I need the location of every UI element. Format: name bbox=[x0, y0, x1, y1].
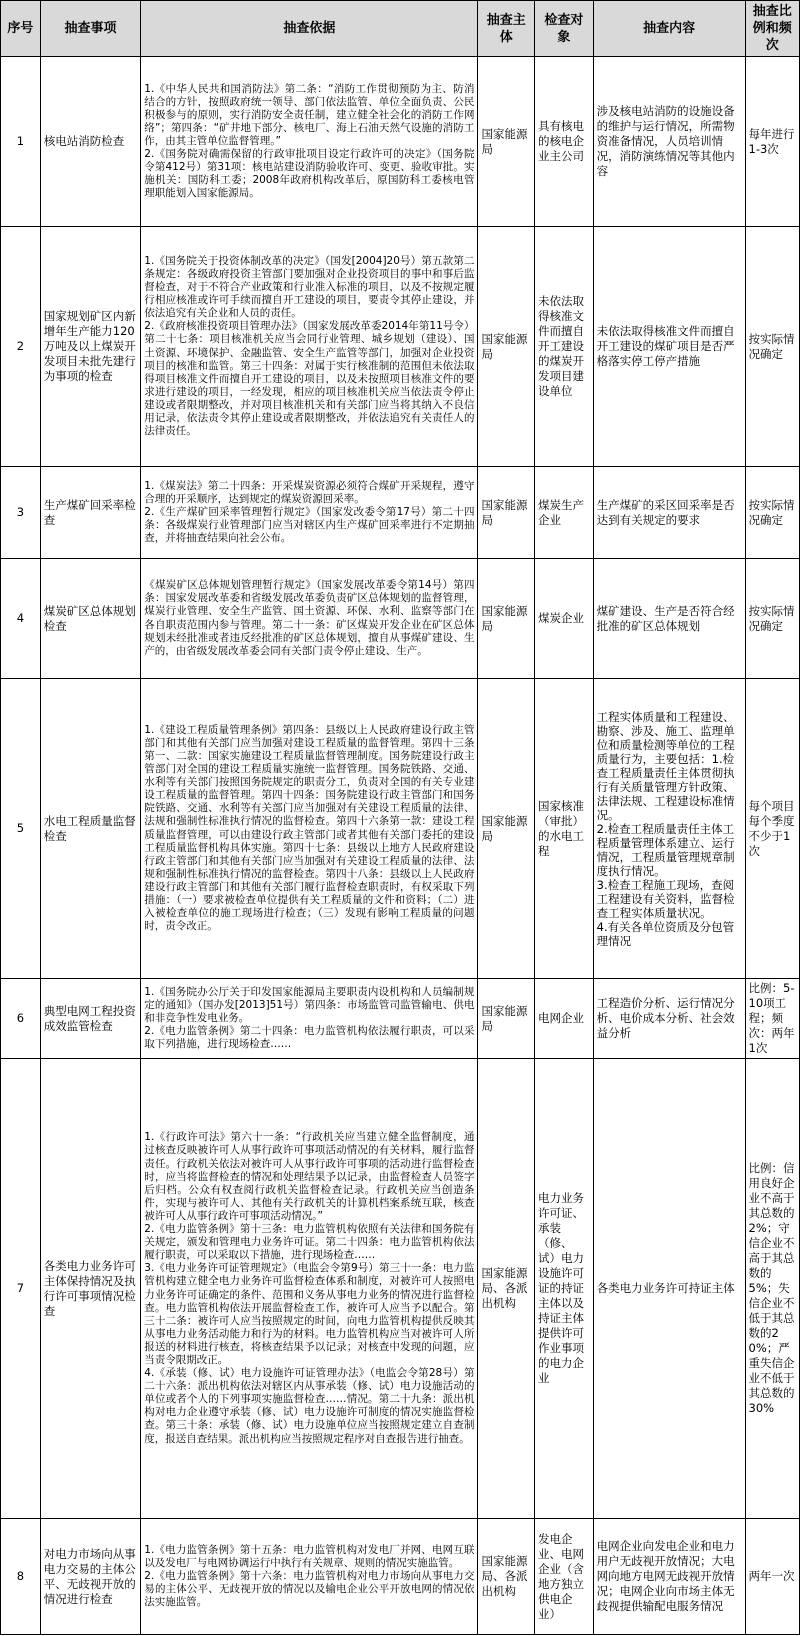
row-no: 5 bbox=[1, 679, 41, 979]
table-row bbox=[1, 227, 800, 467]
row-item: 核电站消防检查 bbox=[40, 57, 141, 227]
row-no: 7 bbox=[1, 1059, 41, 1519]
row-freq: 按实际情况确定 bbox=[745, 467, 800, 559]
basis-paragraph: 2.《电力监管条例》第二十四条：电力监管机构依法履行职责，可以采取下列措施，进行现场检查…… bbox=[144, 1025, 475, 1051]
row-freq: 比例：信用良好企业不高于其总数的2%；守信企业不高于其总数的5%；失信企业不低于其总数的20%；严重失信企业不低于其总数的30% bbox=[745, 1059, 800, 1519]
row-basis bbox=[141, 227, 478, 467]
row-content: 生产煤矿的采区回采率是否达到有关规定的要求 bbox=[593, 467, 745, 559]
row-basis bbox=[141, 559, 478, 679]
row-item: 水电工程质量监督检查 bbox=[40, 679, 141, 979]
basis-paragraph: 1.《行政许可法》第六十一条：“行政机关应当建立健全监督制度，通过核查反映被许可人从事行政许可事项活动情况的有关材料，履行监督责任。行政机关依法对被许可人从事行政许可事项的活动进行监督检查时，应当将监督检查的情况和处理结果予以记录，由监督检查人员签字后归档。公众有权查阅行政机关监督检查记录。行政机关应当创造条件，实现与被许可人、其他有关行政机关的计算机档案系统互联，核查被许可人从事行政许可事项活动情况。” bbox=[144, 1131, 475, 1222]
row-subject: 国家能源局 bbox=[478, 979, 535, 1059]
row-freq: 按实际情况确定 bbox=[745, 559, 800, 679]
table-row bbox=[1, 467, 800, 559]
row-basis bbox=[141, 1059, 478, 1519]
basis-paragraph: 2.《电力监管条例》第十六条：电力监管机构对电力市场向从事电力交易的主体公平、无歧视开放的情况以及输电企业公平开放电网的情况依法实施监管。 bbox=[144, 1569, 475, 1609]
content-paragraph: 2.检查工程质量责任主体工程质量管理体系建立、运行情况，工程质量管理规章制度执行情况。 bbox=[596, 821, 735, 878]
table-row bbox=[1, 559, 800, 679]
basis-paragraph: 1.《电力监管条例》第十五条：电力监管机构对发电厂并网、电网互联以及发电厂与电网协调运行中执行有关规章、规则的情况实施监管。 bbox=[144, 1543, 475, 1569]
row-subject: 国家能源局 bbox=[478, 679, 535, 979]
row-basis bbox=[141, 679, 478, 979]
basis-paragraph: 4.《承装（修、试）电力设施许可证管理办法》（电监会令第28号）第二十六条：派出机构依法对辖区内从事承装（修、试）电力设施活动的单位或者个人的下列事项实施监督检查……情况。第二十九条：派出机构对电力企业遵守承装（修、试）电力设施许可制度的情况实施监督检查。第三十条：承装（修、试）电力设施单位应当按照规定建立自查制度，报送自查结果。派出机构应当按照规定程序对自查报告进行抽查。 bbox=[144, 1367, 475, 1445]
row-item: 煤炭矿区总体规划检查 bbox=[40, 559, 141, 679]
row-no: 4 bbox=[1, 559, 41, 679]
header-target: 检查对象 bbox=[535, 1, 594, 57]
table-header-row bbox=[1, 1, 800, 57]
content-paragraph: 4.有关各单位资质及分包管理情况 bbox=[596, 919, 735, 948]
basis-paragraph: 1.《建设工程质量管理条例》第四条：县级以上人民政府建设行政主管部门和其他有关部门应当加强对建设工程质量的监督管理。第四十三条第一、二款：国家实施建设工程质量监督管理制度。国务院建设行政主管部门对全国的建设工程质量实施统一监督管理。国务院铁路、交通、水利等有关部门按照国务院规定的职责分工，负责对全国的有关专业建设工程质量的监督管理。第四十四条：国务院建设行政主管部门和国务院铁路、交通、水利等有关部门应当加强对有关建设工程质量的法律、法规和强制性标准执行情况的监督检查。第四十六条第一款：建设工程质量监督管理，可以由建设行政主管部门或者其他有关部门委托的建设工程质量监督机构具体实施。第四十七条：县级以上地方人民政府建设行政主管部门和其他有关部门应当加强对有关建设工程质量的法律、法规和强制性标准执行情况的监督检查。第四十八条：县级以上人民政府建设行政主管部门和其他有关部门履行监督检查职责时，有权采取下列措施：（一）要求被检查单位提供有关工程质量的文件和资料；（二）进入被检查单位的施工现场进行检查；（三）发现有影响工程质量的问题时，责令改正。 bbox=[144, 723, 475, 933]
row-content: 工程造价分析、运行情况分析、电价成本分析、社会效益分析 bbox=[593, 979, 745, 1059]
row-target: 国家核准（审批）的水电工程 bbox=[535, 679, 594, 979]
table-row bbox=[1, 57, 800, 227]
row-subject: 国家能源局 bbox=[478, 467, 535, 559]
row-subject: 国家能源局 bbox=[478, 227, 535, 467]
table-row bbox=[1, 1059, 800, 1519]
content-paragraph: 3.检查工程施工现场，查阅工程建设有关资料，监督检查工程实体质量状况。 bbox=[596, 877, 735, 920]
row-no: 2 bbox=[1, 227, 41, 467]
row-subject: 国家能源局 bbox=[478, 57, 535, 227]
basis-paragraph: 2.《生产煤矿回采率管理暂行规定》（国家发改委令第17号）第二十四条：各级煤炭行业管理部门应当对辖区内生产煤矿回采率进行不定期抽查，并将抽查结果向社会公布。 bbox=[144, 505, 475, 545]
row-freq: 每年进行1-3次 bbox=[745, 57, 800, 227]
basis-paragraph: 1.《中华人民共和国消防法》第二条：“消防工作贯彻预防为主、防消结合的方针，按照政府统一领导、部门依法监管、单位全面负责、公民积极参与的原则，实行消防安全责任制，建立健全社会化的消防工作网络”；第四条：“矿井地下部分、核电厂、海上石油天然气设施的消防工作，由其主管单位监督管理。” bbox=[144, 82, 475, 147]
row-target: 发电企业、电网企业（含地方独立供电企业） bbox=[535, 1519, 594, 1635]
row-no: 1 bbox=[1, 57, 41, 227]
row-content: 涉及核电站消防的设施设备的维护与运行情况，所需物资准备情况，人员培训情况，消防演练情况等其他内容 bbox=[593, 57, 745, 227]
row-freq: 两年一次 bbox=[745, 1519, 800, 1635]
row-no: 8 bbox=[1, 1519, 41, 1635]
table-row bbox=[1, 679, 800, 979]
row-freq: 每个项目每个季度不少于1次 bbox=[745, 679, 800, 979]
row-content: 电网企业向发电企业和电力用户无歧视开放情况；大电网向地方电网无歧视开放情况；电网企业向市场主体无歧视提供输配电服务情况 bbox=[593, 1519, 745, 1635]
row-target: 电力业务许可证、承装（修、试）电力设施许可证的持证主体以及持证主体提供许可作业事项的电力企业 bbox=[535, 1059, 594, 1519]
row-basis bbox=[141, 57, 478, 227]
header-freq: 抽查比例和频次 bbox=[745, 1, 800, 57]
basis-paragraph: 2.《电力监管条例》第十三条：电力监管机构依照有关法律和国务院有关规定，颁发和管理电力业务许可证。第二十四条：电力监管机构依法履行职责，可以采取以下措施，进行现场检查…… bbox=[144, 1223, 475, 1262]
basis-paragraph: 1.《国务院办公厅关于印发国家能源局主要职责内设机构和人员编制规定的通知》（国办发[2013]51号）第四条：市场监管司监管输电、供电和非竞争性发电业务。 bbox=[144, 985, 475, 1024]
basis-paragraph: 2.《国务院对确需保留的行政审批项目设定行政许可的决定》（国务院令第412号）第31项：核电站建设消防验收许可、变更、验收审批。实施机关：国防科工委；2008年政府机构改革后，原国防科工委核电管理职能划入国家能源局。 bbox=[144, 148, 475, 200]
row-content bbox=[593, 679, 745, 979]
row-subject: 国家能源局、各派出机构 bbox=[478, 1059, 535, 1519]
header-item: 抽查事项 bbox=[40, 1, 141, 57]
table-row bbox=[1, 1519, 800, 1635]
row-no: 3 bbox=[1, 467, 41, 559]
row-content: 未依法取得核准文件而擅自开工建设的煤矿项目是否严格落实停工停产措施 bbox=[593, 227, 745, 467]
row-basis bbox=[141, 467, 478, 559]
row-content: 各类电力业务许可持证主体 bbox=[593, 1059, 745, 1519]
basis-paragraph: 1.《国务院关于投资体制改革的决定》（国发[2004]20号）第五款第二条规定：各级政府投资主管部门要加强对企业投资项目的事中和事后监督检查，对于不符合产业政策和行业准入标准的项目，以及不按规定履行相应核准或许可手续而擅自开工建设的项目，要责令其停止建设，并依法追究有关企业和人员的责任。 bbox=[144, 254, 475, 320]
basis-paragraph: 2.《政府核准投资项目管理办法》（国家发展改革委2014年第11号令）第二十七条：项目核准机关应当会同行业管理、城乡规划（建设）、国土资源、环境保护、金融监管、安全生产监管等部门，加强对企业投资项目的核准和监管。第三十四条：对属于实行核准制的范围但未依法取得项目核准文件而擅自开工建设的项目，以及未按照项目核准文件的要求进行建设的项目，一经发现，相应的项目核准机关应当依法责令停止建设或者限期整改，并对项目核准机关和有关部门应当将其纳入不良信用记录，依法责令其停止建设或者限期整改，并依法追究有关责任人的法律责任。 bbox=[144, 320, 475, 438]
header-subject: 抽查主体 bbox=[478, 1, 535, 57]
header-content: 抽查内容 bbox=[593, 1, 745, 57]
row-item: 生产煤矿回采率检查 bbox=[40, 467, 141, 559]
row-item: 国家规划矿区内新增年生产能力120万吨及以上煤炭开发项目未批先建行为事项的检查 bbox=[40, 227, 141, 467]
row-freq: 比例：5-10项工程；频次：两年1次 bbox=[745, 979, 800, 1059]
row-target: 未依法取得核准文件而擅自开工建设的煤炭开发项目建设单位 bbox=[535, 227, 594, 467]
row-subject: 国家能源局 bbox=[478, 559, 535, 679]
row-item: 对电力市场向从事电力交易的主体公平、无歧视开放的情况进行检查 bbox=[40, 1519, 141, 1635]
row-item: 各类电力业务许可主体保持情况及执行许可事项情况检查 bbox=[40, 1059, 141, 1519]
row-target: 具有核电的核电企业主公司 bbox=[535, 57, 594, 227]
row-subject: 国家能源局、各派出机构 bbox=[478, 1519, 535, 1635]
row-target: 煤炭生产企业 bbox=[535, 467, 594, 559]
basis-paragraph: 1.《煤炭法》第二十四条：开采煤炭资源必须符合煤矿开采规程，遵守合理的开采顺序，达到规定的煤炭资源回采率。 bbox=[144, 479, 475, 505]
row-target: 电网企业 bbox=[535, 979, 594, 1059]
basis-paragraph: 3.《电力业务许可证管理规定》（电监会令第9号）第三十一条：电力监管机构建立健全电力业务许可监督检查体系和制度，对被许可人按照电力业务许可证确定的条件、范围和义务从事电力业务的情况进行监督检查。电力监管机构依法开展监督检查工作，被许可人应当予以配合。第三十二条：被许可人应当按照规定的时间，向电力监管机构提供反映其从事电力业务活动能力和行为的材料。电力监管机构应当对被许可人所报送的材料进行核查，将核查结果予以记录；对核查中发现的问题，应当责令限期改正。 bbox=[144, 1262, 475, 1366]
header-basis: 抽查依据 bbox=[141, 1, 478, 57]
row-basis bbox=[141, 979, 478, 1059]
row-item: 典型电网工程投资成效监管检查 bbox=[40, 979, 141, 1059]
content-paragraph: 工程实体质量和工程建设、勘察、涉及、施工、监理单位和质量检测等单位的工程质量行为，主要包括：1.检查工程质量责任主体贯彻执行有关质量管理方针政策、法律法规、工程建设标准情况。 bbox=[596, 709, 735, 822]
row-content: 煤矿建设、生产是否符合经批准的矿区总体规划 bbox=[593, 559, 745, 679]
header-no: 序号 bbox=[1, 1, 41, 57]
row-basis bbox=[141, 1519, 478, 1635]
row-target: 煤炭企业 bbox=[535, 559, 594, 679]
row-freq: 按实际情况确定 bbox=[745, 227, 800, 467]
table-row bbox=[1, 979, 800, 1059]
basis-paragraph: 《煤炭矿区总体规划管理暂行规定》（国家发展改革委令第14号）第四条：国家发展改革委和省级发展改革委负责矿区总体规划的监督管理，煤炭行业管理、安全生产监管、国土资源、环保、水利、监察等部门在各自职责范围内参与管理。第二十一条：矿区煤炭开发企业在矿区总体规划未经批准或者违反经批准的矿区总体规划，擅自从事煤矿建设、生产的，由省级发展改革委会同有关部门责令停止建设、生产。 bbox=[144, 579, 475, 657]
row-no: 6 bbox=[1, 979, 41, 1059]
